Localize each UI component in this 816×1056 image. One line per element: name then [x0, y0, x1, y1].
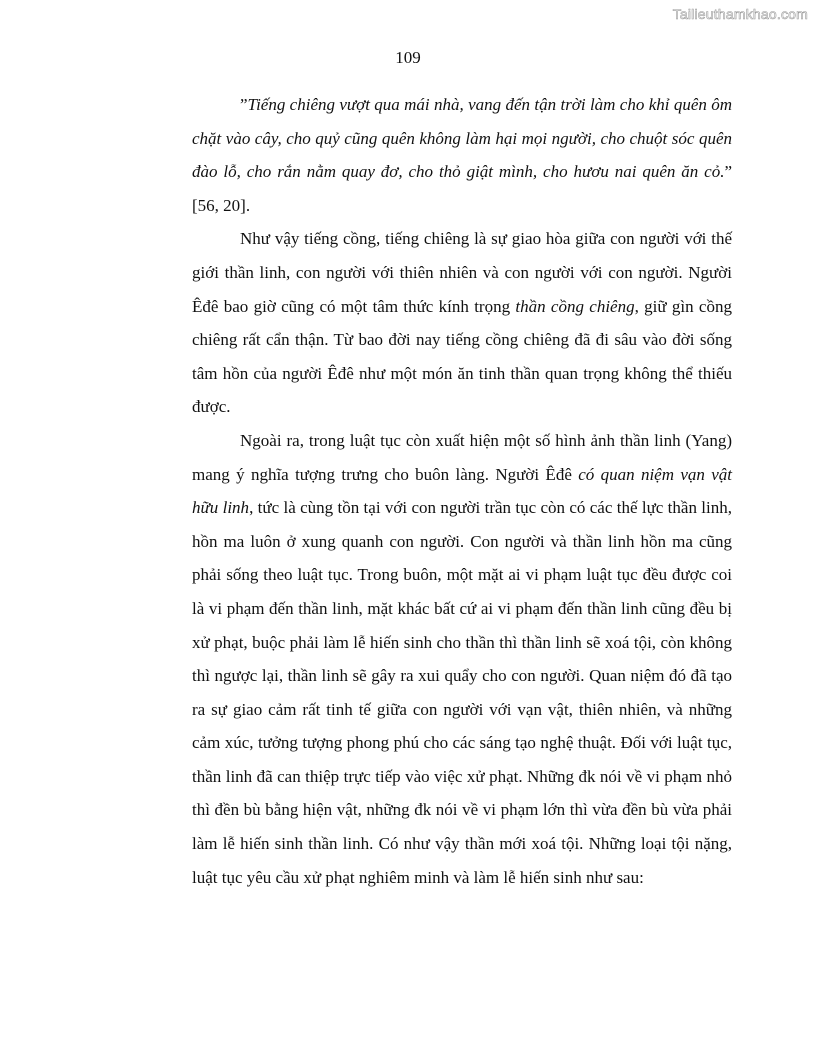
- document-body: [192, 88, 732, 894]
- paragraph-deities: [192, 424, 732, 894]
- quote-open-mark: ”: [240, 95, 248, 114]
- paragraph-text: Ngoài ra, trong luật tục còn xuất hiện một số hình ảnh thần linh (Yang) mang ý nghĩa tượng trưng cho buôn làng. Người Êđê: [192, 430, 732, 484]
- italic-phrase: thần cồng chiêng: [515, 296, 635, 316]
- paragraph-text: Như vậy tiếng cồng, tiếng chiêng là sự giao hòa giữa con người với thế giới thần linh, con người với thiên nhiên và con người với con người. Người Êđê bao giờ cũng có một tâm thức kính trọng: [192, 229, 732, 316]
- quote-citation: ” [56, 20].: [192, 162, 732, 215]
- italic-phrase: có quan niệm vạn vật hữu linh: [192, 464, 733, 518]
- paragraph-text: , tức là cùng tồn tại với con người trần tục còn có các thế lực thần linh, hồn ma luôn ở xung quanh con người. Con người và thần linh hồn ma cũng phải sống theo luật tục. Trong buôn, một mặt ai vi phạm luật tục đều được coi là vi phạm đến thần linh, mặt khác bất cứ ai vi phạm đến thần linh cũng đều bị xử phạt, buộc phải làm lễ hiến sinh cho thần thì thần linh sẽ xoá tội, còn không thì ngược lại, thần linh sẽ gây ra xui quẩy cho con người. Quan niệm đó đã tạo ra sự giao cảm rất tinh tế giữa con người với vạn vật, thiên nhiên, và những cảm xúc, tưởng tượng phong phú cho các sáng tạo nghệ thuật. Đối với luật tục, thần linh đã can thiệp trực tiếp vào việc xử phạt. Những đk nói về vi phạm nhỏ thì đền bù bằng hiện vật, những đk nói về vi phạm lớn thì vừa đền bù vừa phải làm lễ hiến sinh thần linh. Có như vậy thần mới xoá tội. Những loại tội nặng, luật tục yêu cầu xử phạt nghiêm minh và làm lễ hiến sinh như sau:: [192, 498, 732, 887]
- paragraph-gong-harmony: [192, 222, 732, 424]
- paragraph-text: , giữ gìn cồng chiêng rất cẩn thận. Từ bao đời nay tiếng cồng chiêng đã đi sâu vào đời sống tâm hồn của người Êđê như một món ăn tinh thần quan trọng không thể thiếu được.: [192, 296, 732, 417]
- quote-italic-text: Tiếng chiêng vượt qua mái nhà, vang đến tận trời làm cho khỉ quên ôm chặt vào cây, cho quỷ cũng quên không làm hại mọi người, cho chuột sóc quên đào lỗ, cho rắn nằm quay đơ, cho thỏ giật mình, cho hươu nai quên ăn cỏ.: [192, 95, 732, 182]
- quote-paragraph: [192, 88, 732, 222]
- page-number: 109: [395, 48, 421, 67]
- site-watermark: Tailieuthamkhao.com: [672, 6, 808, 22]
